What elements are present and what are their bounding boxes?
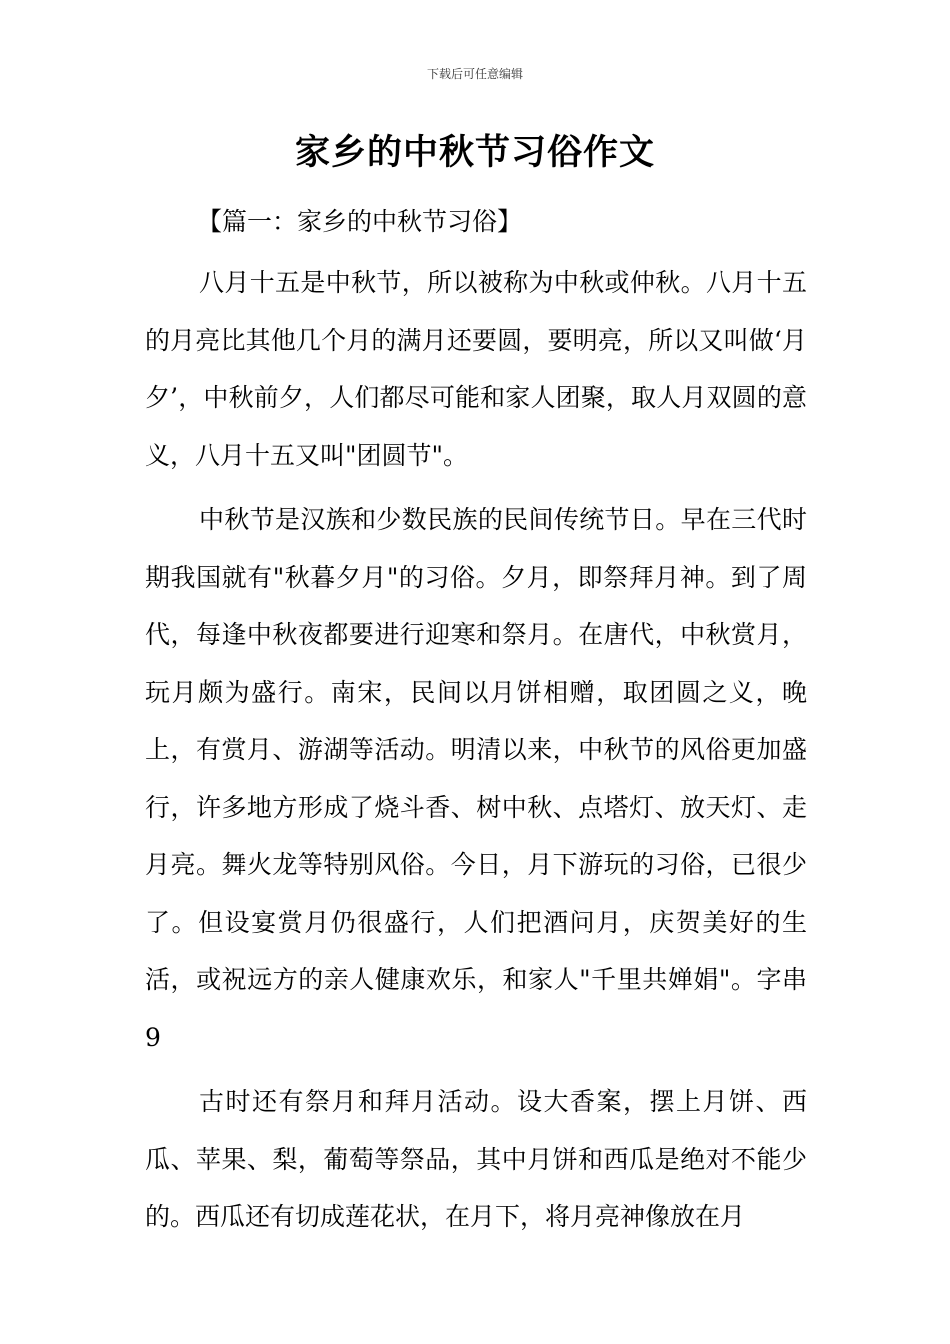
document-body xyxy=(145,197,807,1246)
section-heading: 【篇一：家乡的中秋节习俗】 xyxy=(197,207,523,236)
paragraph-2: 中秋节是汉族和少数民族的民间传统节日。早在三代时期我国就有"秋暮夕月"的习俗。夕月，即祭拜月神。到了周代，每逢中秋夜都要进行迎寒和祭月。在唐代，中秋赏月，玩月颇为盛行。南宋，民间以月饼相赠，取团圆之义，晚上，有赏月、游湖等活动。明清以来，中秋节的风俗更加盛行，许多地方形成了烧斗香、树中秋、点塔灯、放天灯、走月亮。舞火龙等特别风俗。今日，月下游玩的习俗，已很少了。但设宴赏月仍很盛行，人们把酒问月，庆贺美好的生活，或祝远方的亲人健康欢乐，和家人"千里共婵娟"。字串9 xyxy=(145,505,807,1052)
paragraph-1: 八月十五是中秋节，所以被称为中秋或仲秋。八月十五的月亮比其他几个月的满月还要圆，要明亮，所以又叫做‘月夕’，中秋前夕，人们都尽可能和家人团聚，取人月双圆的意义，八月十五又叫"团圆节"。 xyxy=(145,268,807,470)
document-title: 家乡的中秋节习俗作文 xyxy=(294,133,655,173)
paragraph-3: 古时还有祭月和拜月活动。设大香案，摆上月饼、西瓜、苹果、梨，葡萄等祭品，其中月饼和西瓜是绝对不能少的。西瓜还有切成莲花状，在月下，将月亮神像放在月 xyxy=(145,1087,807,1231)
header-note: 下载后可任意编辑 xyxy=(426,67,523,81)
